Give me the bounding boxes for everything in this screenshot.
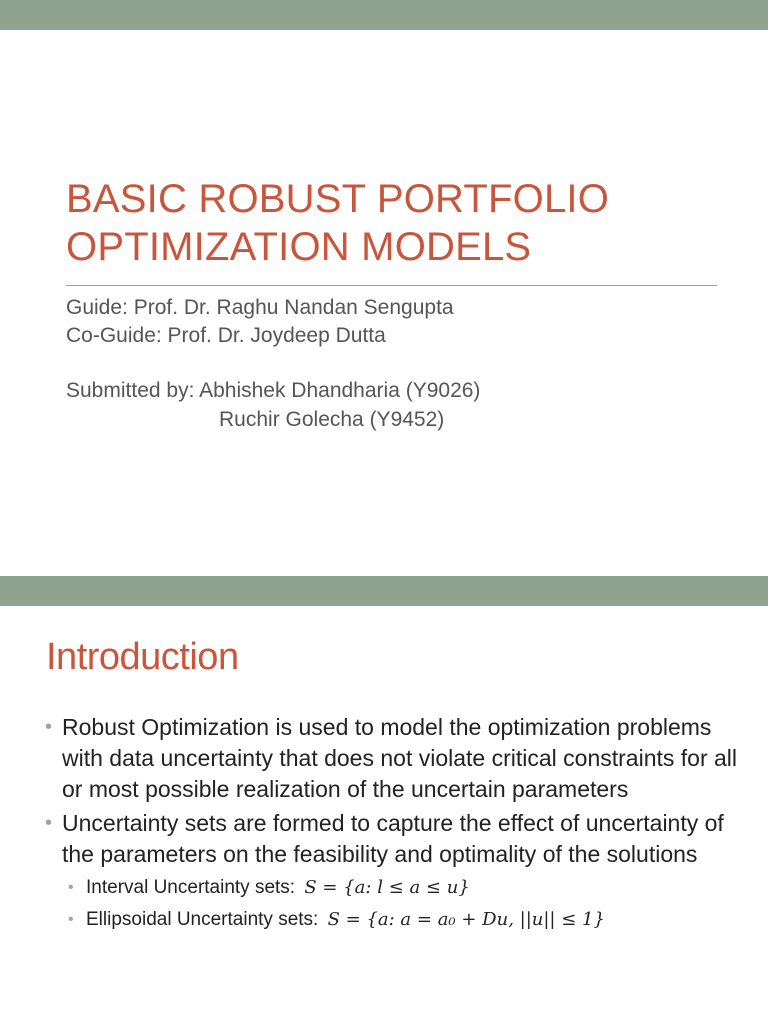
sub-bullet-formula: S = {a: a = a₀ + Du, ||u|| ≤ 1} — [327, 909, 605, 930]
submitted-by-text: Submitted by: Abhishek Dhandharia (Y9026) — [66, 379, 481, 402]
bullet-list — [42, 712, 742, 939]
second-author-text: Ruchir Golecha (Y9452) — [219, 408, 445, 431]
sub-bullet-item — [62, 875, 742, 901]
slide-title: Introduction — [46, 636, 239, 678]
slide-gap — [0, 512, 768, 576]
sub-bullet-list — [62, 875, 742, 933]
title-divider — [66, 285, 717, 286]
bullet-icon: • — [45, 716, 53, 738]
bullet-text: Uncertainty sets are formed to capture the effect of uncertainty of the parameters on the feasibility and optimality of the solutions — [62, 810, 724, 867]
bullet-icon: • — [45, 812, 53, 834]
sub-bullet-label: Interval Uncertainty sets: — [86, 877, 296, 898]
slide-title-line-1: BASIC ROBUST PORTFOLIO — [66, 177, 610, 221]
slide-title-line-2: OPTIMIZATION MODELS — [66, 225, 532, 269]
bullet-item — [42, 712, 742, 805]
slide-header-bar — [0, 0, 768, 30]
slide-header-bar — [0, 576, 768, 606]
bullet-item — [42, 808, 742, 933]
sub-bullet-icon: • — [68, 911, 74, 928]
guide-text: Guide: Prof. Dr. Raghu Nandan Sengupta — [66, 296, 454, 319]
sub-bullet-item — [62, 907, 742, 933]
coguide-text: Co-Guide: Prof. Dr. Joydeep Dutta — [66, 324, 386, 347]
slide-title — [66, 175, 726, 271]
sub-bullet-icon: • — [68, 879, 74, 896]
sub-bullet-formula: S = {a: l ≤ a ≤ u} — [304, 877, 470, 898]
bullet-text: Robust Optimization is used to model the optimization problems with data uncertainty that does not violate critical constraints for all or most possible realization of the uncertain parameters — [62, 714, 738, 802]
introduction-slide — [0, 576, 768, 1024]
sub-bullet-label: Ellipsoidal Uncertainty sets: — [86, 909, 319, 930]
